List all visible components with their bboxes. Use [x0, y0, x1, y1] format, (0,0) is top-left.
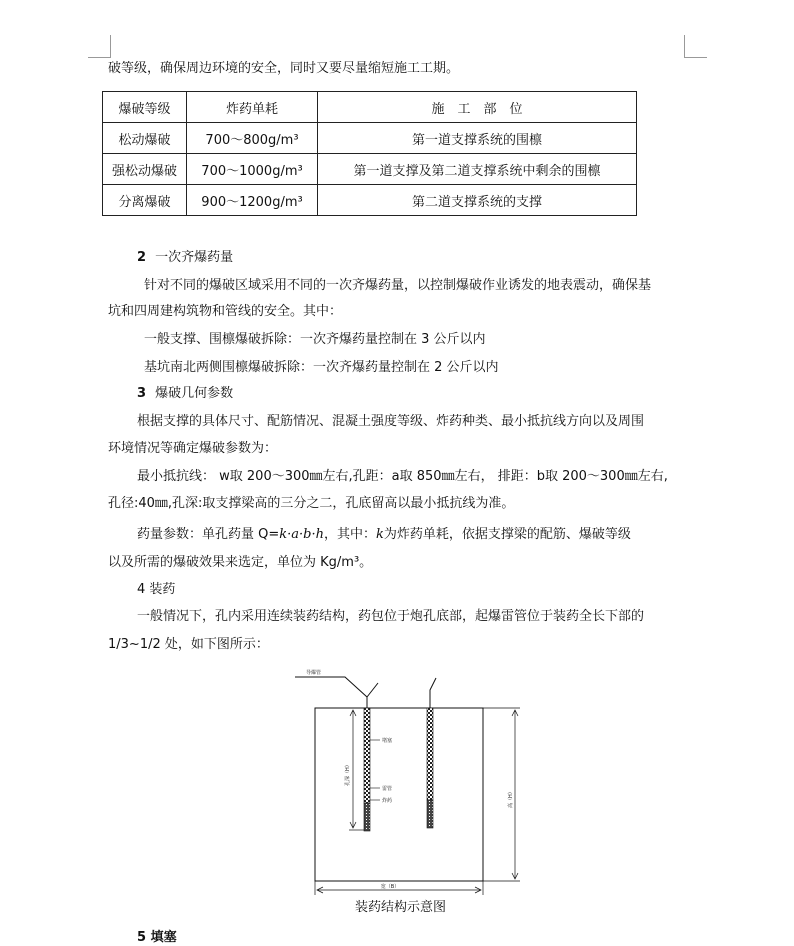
table-cell: 强松动爆破 — [103, 154, 187, 185]
text-run: 药量参数：单孔药量 Q= — [137, 527, 280, 542]
explosive-right — [427, 800, 433, 828]
intro-line: 破等级，确保周边环境的安全，同时又要尽量缩短施工工期。 — [108, 61, 460, 76]
paragraph-line: 孔径:40㎜,孔深:取支撑梁高的三分之二，孔底留高以最小抵抗线为准。 — [108, 496, 515, 511]
table-header-cell: 炸药单耗 — [187, 92, 318, 123]
stemming-right — [427, 708, 433, 800]
formula-symbol: k — [376, 527, 384, 542]
label-width: 宽（B） — [380, 884, 400, 890]
diagram-caption: 装药结构示意图 — [355, 900, 447, 915]
label-explosive: 炸药 — [382, 798, 393, 804]
formula: k·a·b·h — [279, 527, 324, 542]
stemming-left — [364, 708, 370, 803]
table-cell: 松动爆破 — [103, 123, 187, 154]
paragraph-line: 最小抵抗线： w取 200～300㎜左右,孔距：a取 850㎜左右， 排距：b取 200～300㎜左右, — [137, 469, 668, 484]
paragraph-line: 环境情况等确定爆破参数为： — [108, 441, 278, 456]
wire-right — [430, 678, 436, 708]
section-number: 4 — [137, 582, 146, 597]
dim-height — [483, 708, 520, 881]
table-header-cell: 施 工 部 位 — [318, 92, 637, 123]
explosive-left — [364, 803, 370, 831]
text-run: ，其中： — [324, 527, 377, 542]
label-detonator-tube: 导爆管 — [306, 670, 322, 676]
list-item: 基坑南北两侧围檩爆破拆除：一次齐爆药量控制在 2 公斤以内 — [144, 360, 499, 375]
table-cell: 第一道支撑及第二道支撑系统中剩余的围檩 — [318, 154, 637, 185]
list-item: 一般支撑、围檩爆破拆除：一次齐爆药量控制在 3 公斤以内 — [144, 332, 486, 347]
section-number: 3 — [137, 386, 147, 401]
table-cell: 700～1000g/m³ — [187, 154, 318, 185]
table-cell: 分离爆破 — [103, 185, 187, 216]
table-cell: 700～800g/m³ — [187, 123, 318, 154]
paragraph-line: 坑和四周建构筑物和管线的安全。其中： — [108, 304, 343, 319]
table-cell: 900～1200g/m³ — [187, 185, 318, 216]
leader-lines — [370, 740, 380, 800]
beam-outline — [315, 708, 483, 881]
paragraph-line: 根据支撑的具体尺寸、配筋情况、混凝土强度等级、炸药种类、最小抵抗线方向以及周围 — [137, 414, 645, 429]
section-title: 一次齐爆药量 — [155, 250, 234, 265]
paragraph-line: 针对不同的爆破区域采用不同的一次齐爆药量，以控制爆破作业诱发的地表震动，确保基 — [144, 278, 652, 293]
section-5-heading-cut: 5 填塞 — [137, 930, 177, 945]
label-height: 高（H） — [508, 789, 514, 808]
wire-left — [295, 677, 378, 708]
dim-hole-depth — [349, 708, 364, 830]
table-header-cell: 爆破等级 — [103, 92, 187, 123]
table-cell: 第二道支撑系统的支撑 — [318, 185, 637, 216]
table-cell: 第一道支撑系统的围檩 — [318, 123, 637, 154]
label-cap: 雷管 — [382, 786, 393, 792]
label-stemming: 堵塞 — [382, 738, 393, 744]
section-title: 爆破几何参数 — [155, 386, 234, 401]
section-title: 装药 — [149, 582, 176, 597]
paragraph-line: 一般情况下，孔内采用连续装药结构，药包位于炮孔底部，起爆雷管位于装药全长下部的 — [137, 609, 645, 624]
paragraph-line: 1/3~1/2 处，如下图所示： — [108, 637, 269, 652]
section-number: 2 — [137, 250, 147, 265]
paragraph-line: 以及所需的爆破效果来选定，单位为 Kg/m³。 — [108, 555, 373, 570]
text-run: 为炸药单耗，依据支撑梁的配筋、爆破等级 — [383, 527, 631, 542]
label-hole-depth: 孔深（H） — [345, 762, 351, 786]
